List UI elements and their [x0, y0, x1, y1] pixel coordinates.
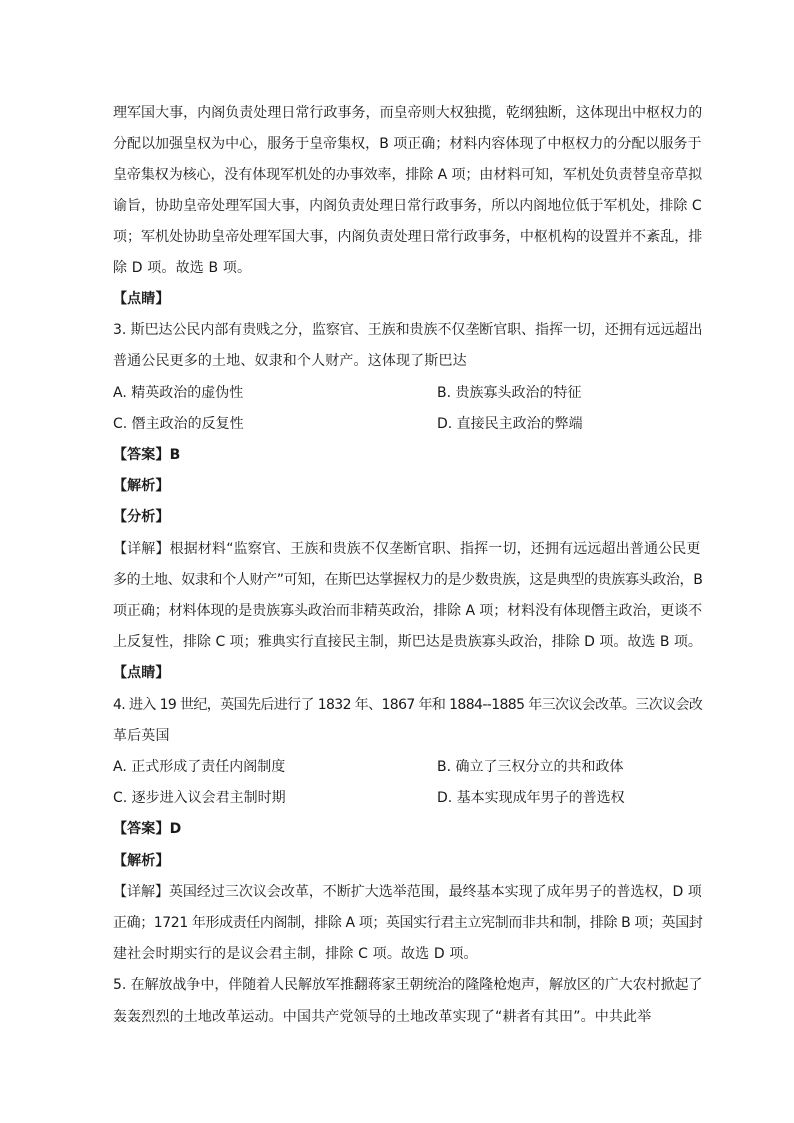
q4-jiexi-heading: 【解析】 [113, 853, 170, 869]
q3-answer: 【答案】B [113, 447, 181, 463]
q3-stem-line-2: 普通公民更多的土地、奴隶和个人财产。这体现了斯巴达 [113, 353, 467, 369]
q2-analysis-line-6: 除 D 项。故选 B 项。 [113, 260, 252, 276]
q4-detail-line-2: 正确；1721 年形成责任内阁制，排除 A 项；英国实行君主立宪制而非共和制，排除 B 项；英国封 [113, 915, 703, 931]
q3-option-c: C. 僭主政治的反复性 [113, 416, 244, 432]
q4-answer: 【答案】D [113, 821, 182, 837]
q2-analysis-line-4: 谕旨，协助皇帝处理军国大事，内阁负责处理日常行政事务，所以内阁地位低于军机处，排除 C [113, 198, 702, 214]
q4-option-b: B. 确立了三权分立的共和政体 [437, 759, 624, 775]
q3-detail-line-1: 【详解】根据材料“监察官、王族和贵族不仅垄断官职、指挥一切，还拥有远远超出普通公民更 [113, 541, 701, 557]
q3-detail-line-4: 上反复性，排除 C 项；雅典实行直接民主制，斯巴达是贵族寡头政治，排除 D 项。故选 B 项。 [113, 634, 702, 650]
q3-detail-line-3: 项正确；材料体现的是贵族寡头政治而非精英政治，排除 A 项；材料没有体现僭主政治，更谈不 [113, 603, 703, 619]
q3-fenxi-heading: 【分析】 [113, 509, 170, 525]
q5-stem-line-1: 5. 在解放战争中，伴随着人民解放军推翻蒋家王朝统治的隆隆枪炮声，解放区的广大农村掀起了 [113, 977, 703, 993]
q3-stem-line-1: 3. 斯巴达公民内部有贵贱之分，监察官、王族和贵族不仅垄断官职、指挥一切，还拥有远远超出 [113, 322, 703, 338]
q3-dianjing-heading: 【点睛】 [113, 665, 170, 681]
q4-stem-line-2: 革后英国 [113, 728, 170, 744]
q5-stem-line-2: 轰轰烈烈的土地改革运动。中国共产党领导的土地改革实现了“耕者有其田”。中共此举 [113, 1009, 652, 1025]
q3-detail-line-2: 多的土地、奴隶和个人财产”可知，在斯巴达掌握权力的是少数贵族，这是典型的贵族寡头政治，B [113, 572, 703, 588]
q2-dianjing-heading: 【点睛】 [113, 291, 170, 307]
q2-analysis-line-3: 皇帝集权为核心，没有体现军机处的办事效率，排除 A 项；由材料可知，军机处负责替皇帝草拟 [113, 167, 703, 183]
q3-option-d: D. 直接民主政治的弊端 [437, 416, 583, 432]
q4-option-a: A. 正式形成了责任内阁制度 [113, 759, 286, 775]
q3-option-a: A. 精英政治的虚伪性 [113, 385, 244, 401]
q2-analysis-line-1: 理军国大事，内阁负责处理日常行政事务，而皇帝则大权独揽，乾纲独断，这体现出中枢权力的 [113, 105, 703, 121]
q3-jiexi-heading: 【解析】 [113, 478, 170, 494]
q4-detail-line-1: 【详解】英国经过三次议会改革，不断扩大选举范围，最终基本实现了成年男子的普选权，D 项 [113, 884, 702, 900]
q4-option-d: D. 基本实现成年男子的普选权 [437, 790, 625, 806]
q3-option-b: B. 贵族寡头政治的特征 [437, 385, 582, 401]
q4-detail-line-3: 建社会时期实行的是议会君主制，排除 C 项。故选 D 项。 [113, 946, 478, 962]
q4-option-c: C. 逐步进入议会君主制时期 [113, 790, 286, 806]
q4-stem-line-1: 4. 进入 19 世纪，英国先后进行了 1832 年、1867 年和 1884--1885 年三次议会改革。三次议会改 [113, 697, 703, 713]
q2-analysis-line-2: 分配以加强皇权为中心，服务于皇帝集权，B 项正确；材料内容体现了中枢权力的分配以服务于 [113, 136, 702, 152]
q2-analysis-line-5: 项；军机处协助皇帝处理军国大事，内阁负责处理日常行政事务，中枢机构的设置并不紊乱，排 [113, 229, 703, 245]
